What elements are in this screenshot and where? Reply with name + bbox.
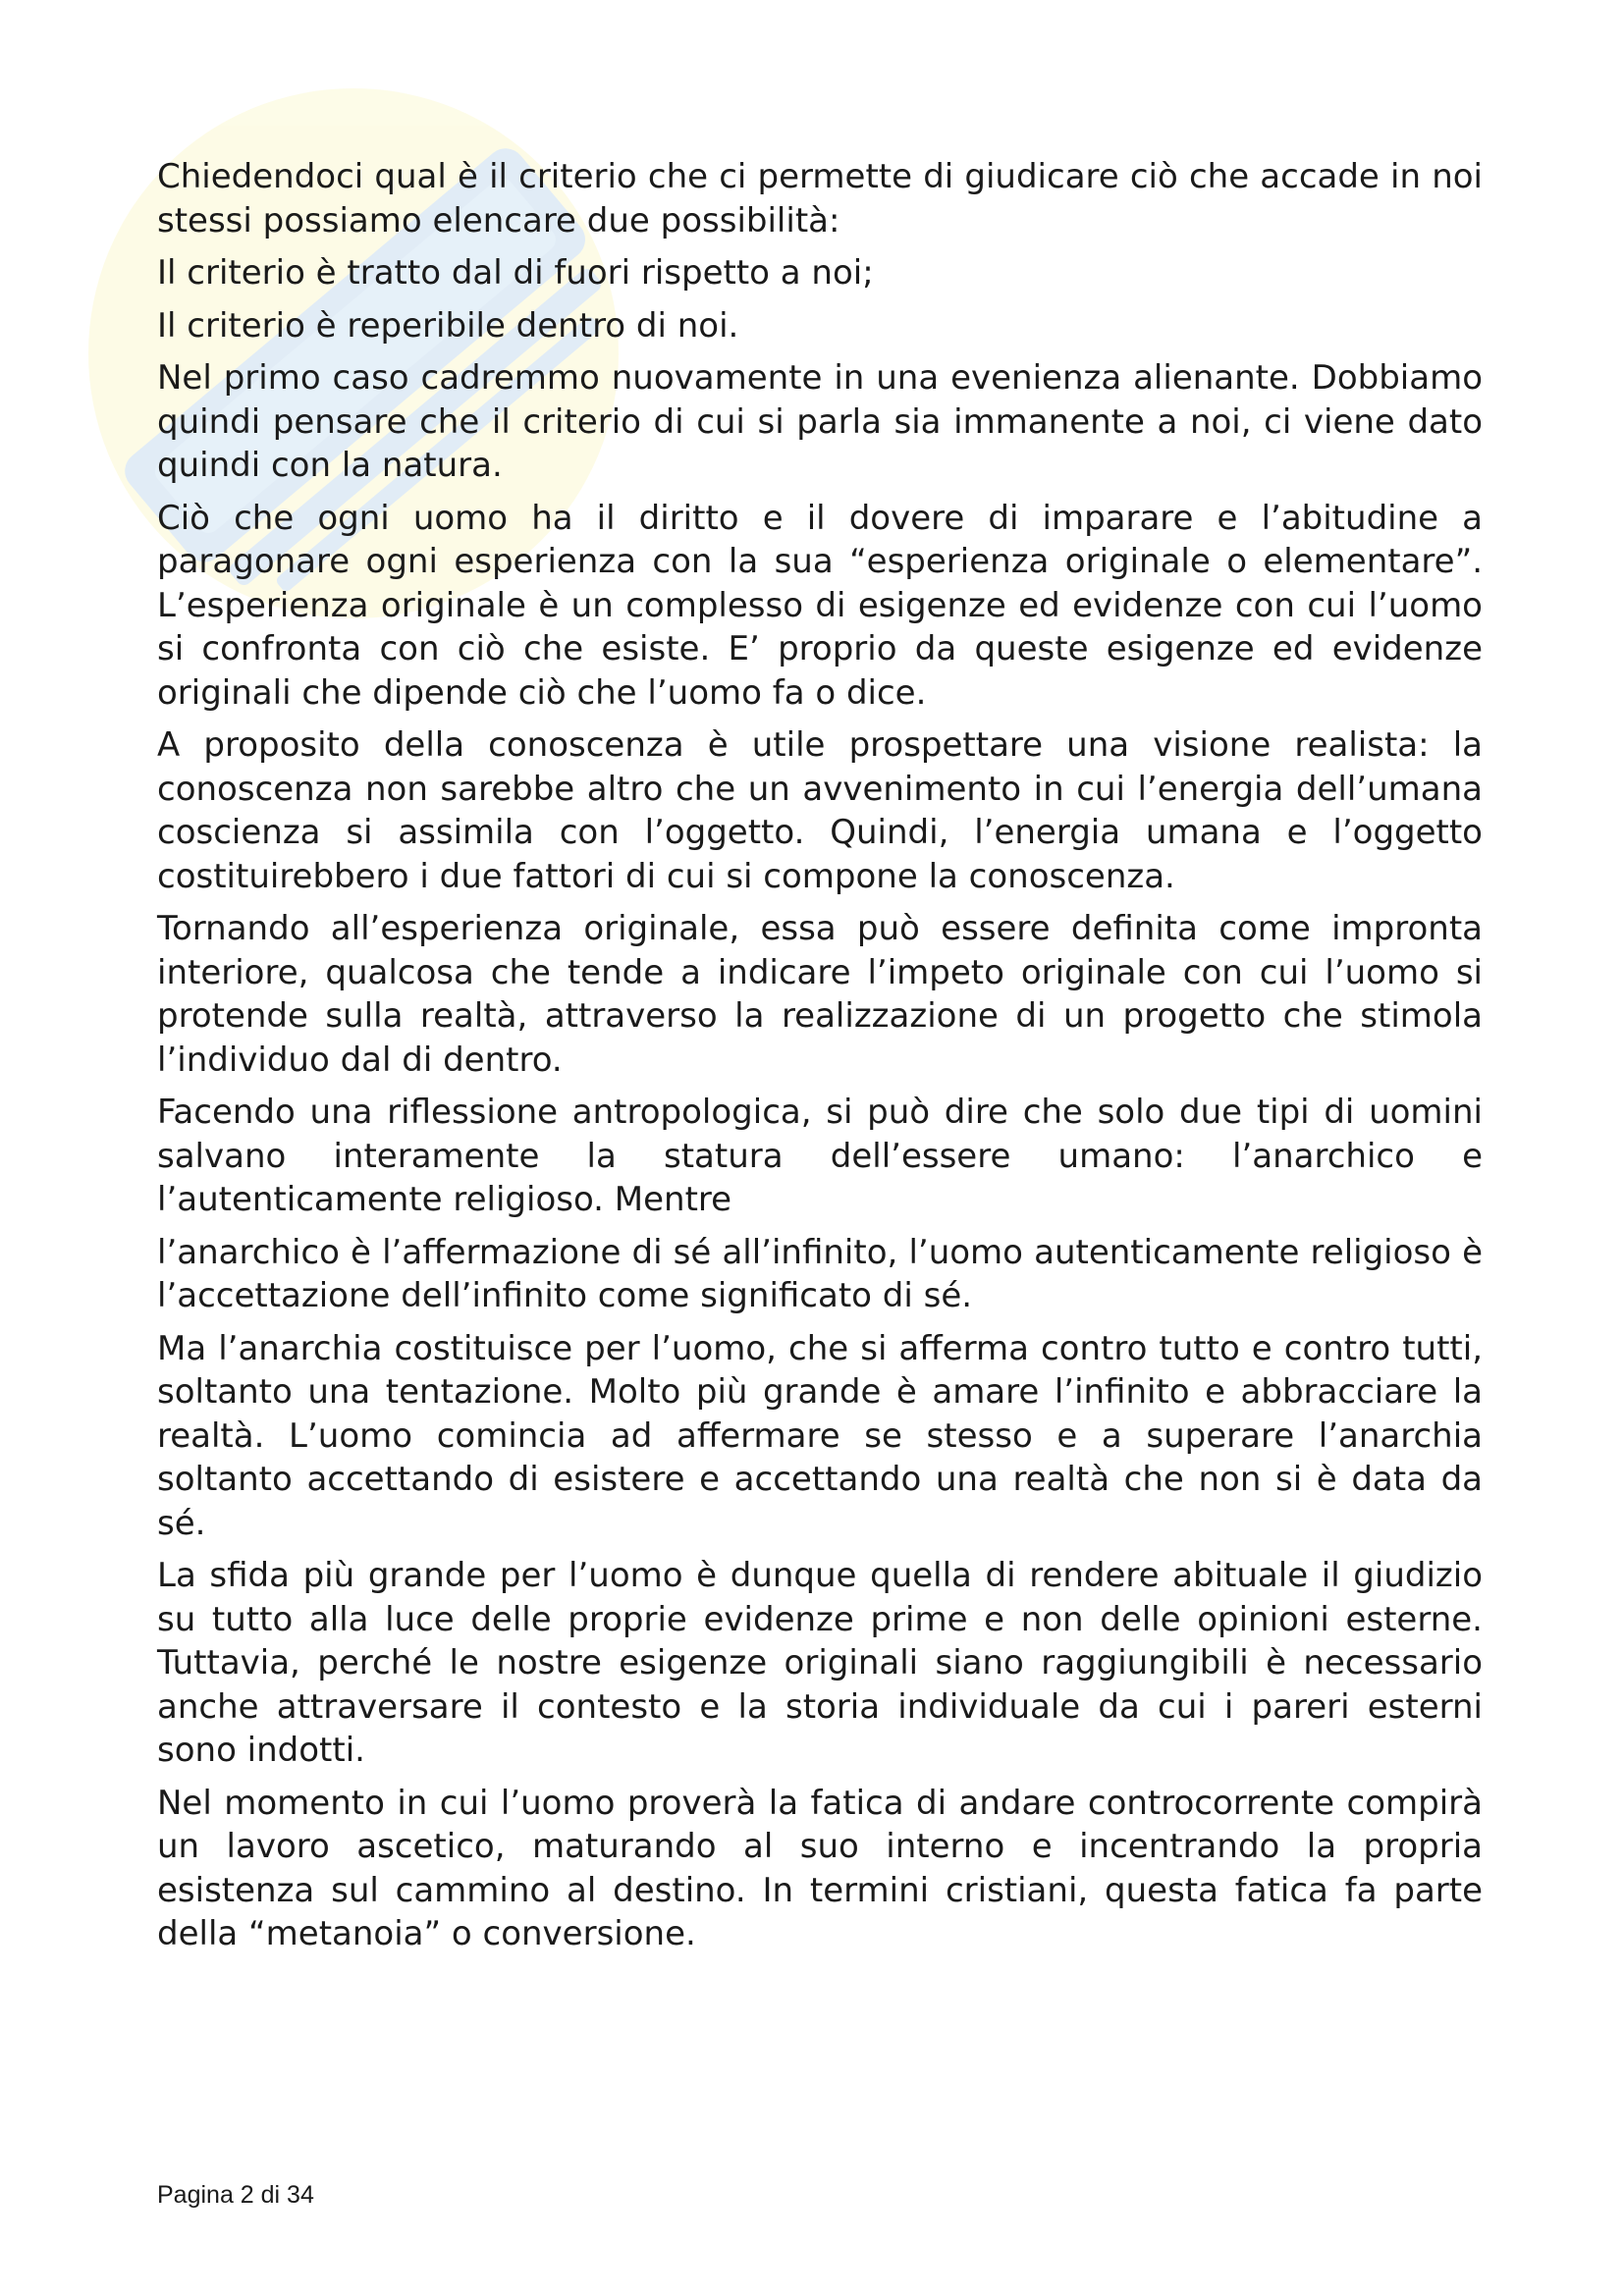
paragraph: Ciò che ogni uomo ha il diritto e il dovere di imparare e l’abitudine a paragonare ogni esperienza con la sua “esperienza originale o elementare”. L’esperienza originale è un complesso di esigenze ed evidenze con cui l’uomo si confronta con ciò che esiste. E’ proprio da queste esigenze ed evidenze originali che dipende ciò che l’uomo fa o dice.	[157, 498, 1483, 713]
paragraph: Chiedendoci qual è il criterio che ci permette di giudicare ciò che accade in noi stessi possiamo elencare due possibilità:	[157, 157, 1483, 240]
paragraph: l’anarchico è l’affermazione di sé all’infinito, l’uomo autenticamente religioso è l’accettazione dell’infinito come significato di sé.	[157, 1232, 1483, 1315]
paragraph: Facendo una riflessione antropologica, si può dire che solo due tipi di uomini salvano interamente la statura dell’essere umano: l’anarchico e l’autenticamente religioso. Mentre	[157, 1093, 1483, 1219]
paragraph: A proposito della conoscenza è utile prospettare una visione realista: la conoscenza non sarebbe altro che un avvenimento in cui l’energia dell’umana coscienza si assimila con l’oggetto. Quindi, l’energia umana e l’oggetto costituirebbero i due fattori di cui si compone la conoscenza.	[157, 725, 1483, 896]
document-body	[157, 155, 1483, 1965]
paragraph: Nel momento in cui l’uomo proverà la fatica di andare controcorrente compirà un lavoro ascetico, maturando al suo interno e incentrando la propria esistenza sul cammino al destino. In termini cristiani, questa fatica fa parte della “metanoia” o conversione.	[157, 1783, 1483, 1953]
paragraph: Tornando all’esperienza originale, essa può essere definita come impronta interiore, qualcosa che tende a indicare l’impeto originale con cui l’uomo si protende sulla realtà, attraverso la realizzazione di un progetto che stimola l’individuo dal di dentro.	[157, 909, 1483, 1080]
paragraph: Nel primo caso cadremmo nuovamente in una evenienza alienante. Dobbiamo quindi pensare che il criterio di cui si parla sia immanente a noi, ci viene dato quindi con la natura.	[157, 358, 1483, 485]
paragraph: Il criterio è reperibile dentro di noi.	[157, 305, 739, 346]
paragraph: La sfida più grande per l’uomo è dunque quella di rendere abituale il giudizio su tutto alla luce delle proprie evidenze prime e non delle opinioni esterne. Tuttavia, perché le nostre esigenze originali siano raggiungibili è necessario anche attraversare il contesto e la storia individuale da cui i pareri esterni sono indotti.	[157, 1556, 1483, 1770]
paragraph: Ma l’anarchia costituisce per l’uomo, che si afferma contro tutto e contro tutti, soltanto una tentazione. Molto più grande è amare l’infinito e abbracciare la realtà. L’uomo comincia ad affermare se stesso e a superare l’anarchia soltanto accettando di esistere e accettando una realtà che non si è data da sé.	[157, 1328, 1483, 1543]
paragraph: Il criterio è tratto dal di fuori rispetto a noi;	[157, 253, 874, 293]
page-number-footer: Pagina 2 di 34	[157, 2181, 314, 2209]
